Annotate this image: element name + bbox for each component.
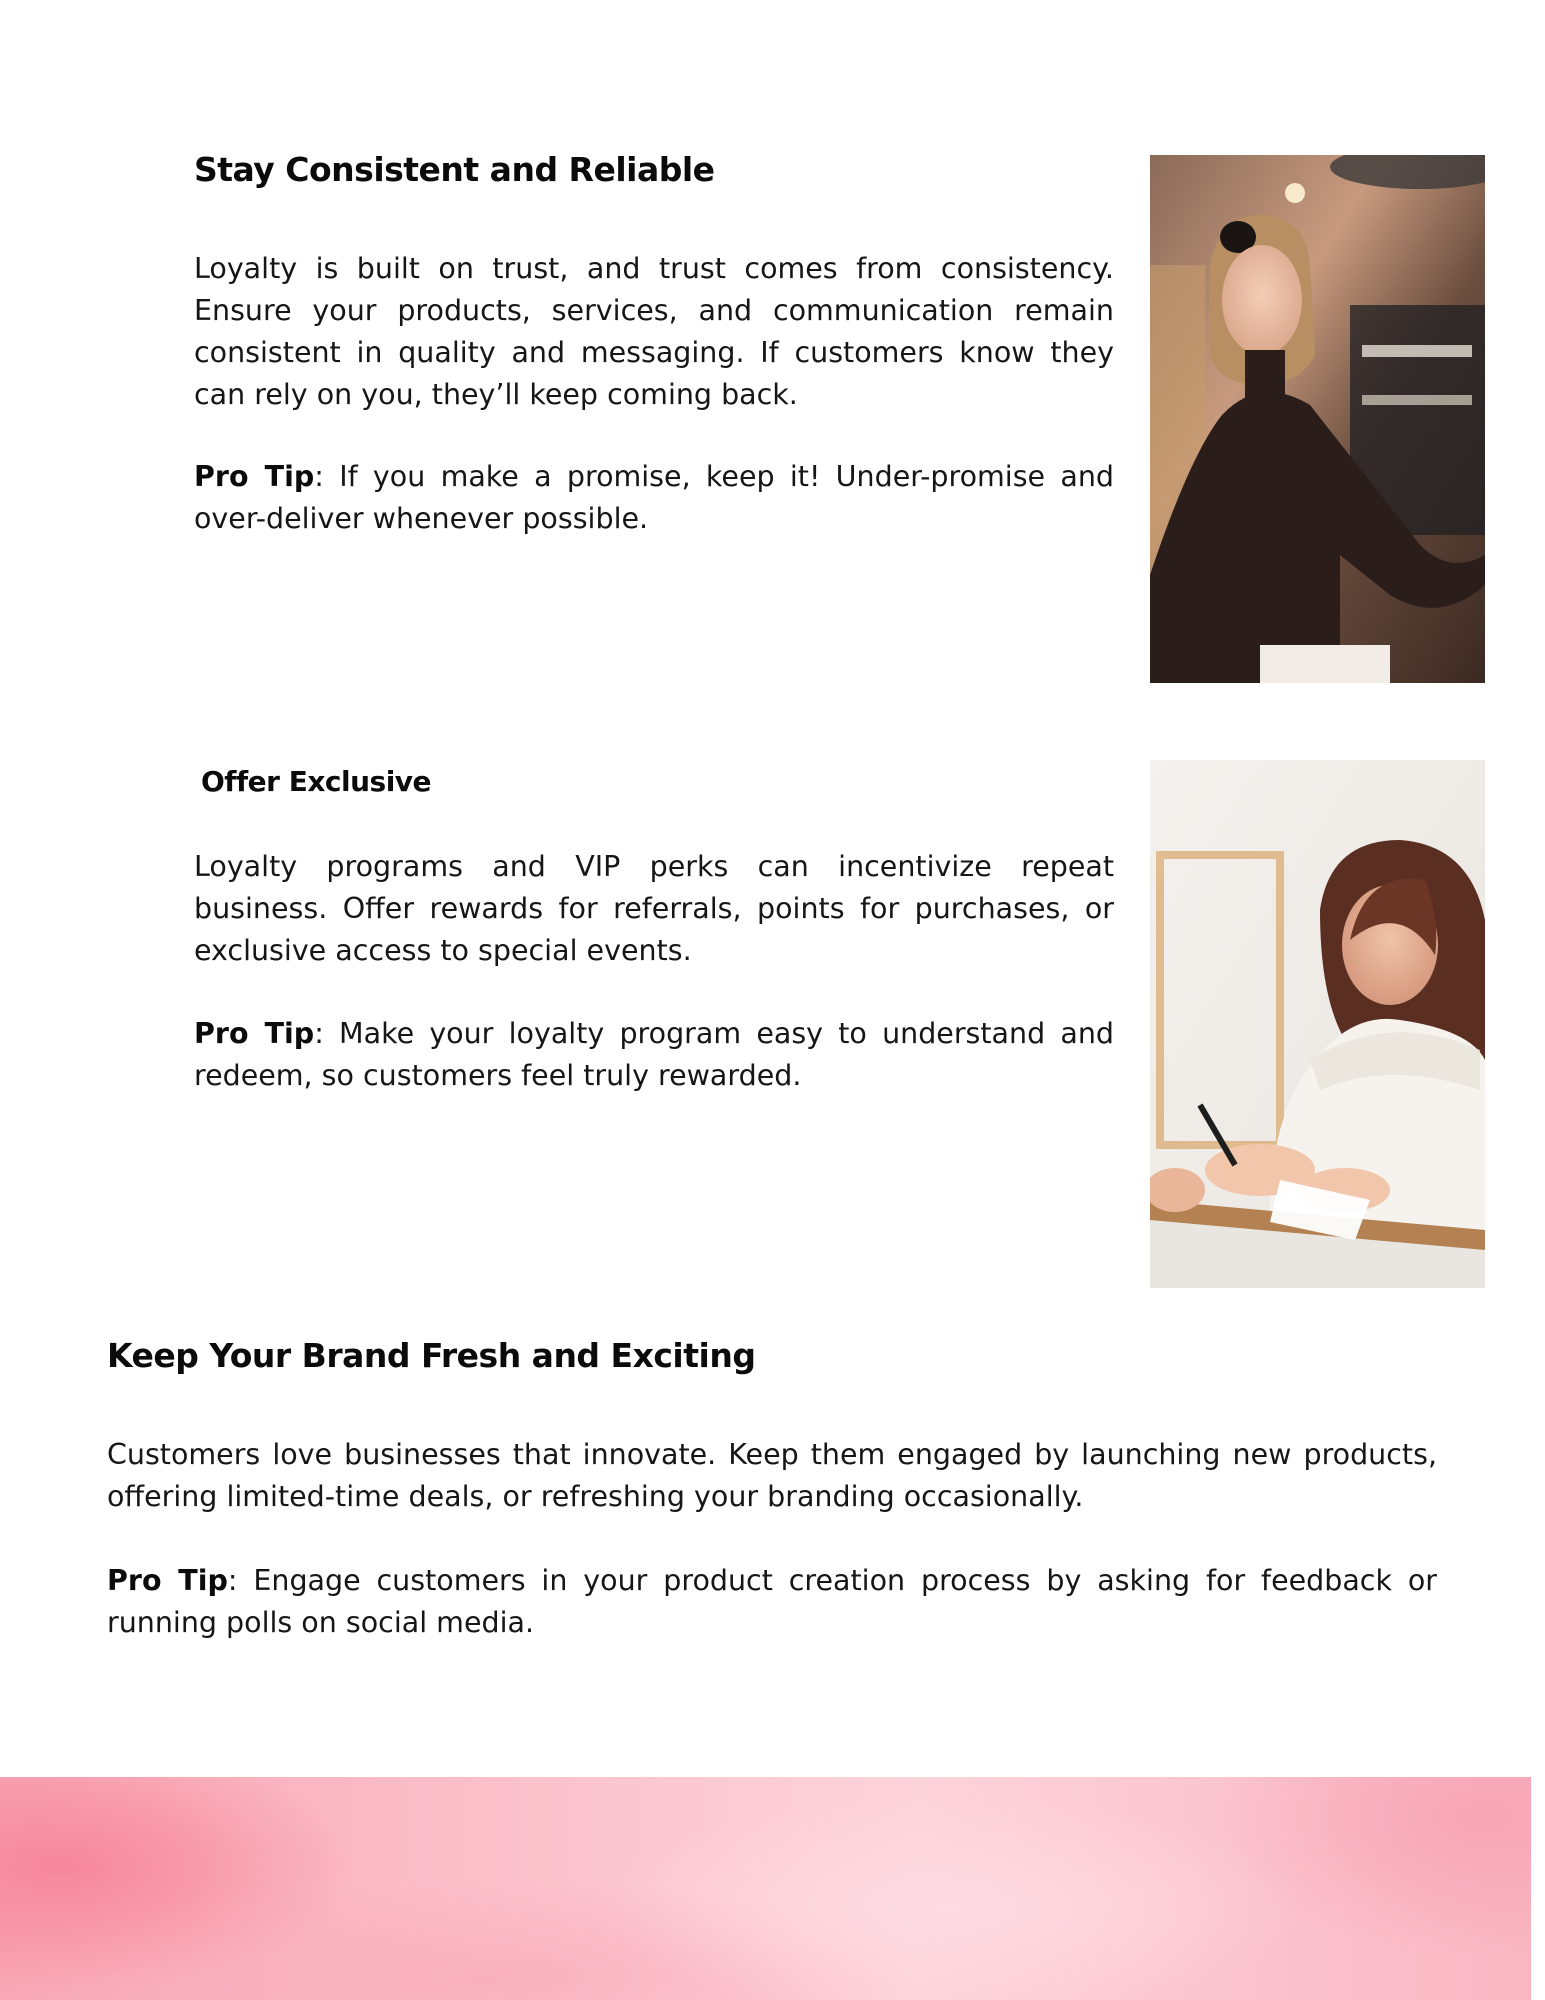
barista-photo [1150,155,1485,683]
section-title-exclusive: Offer Exclusive [201,765,432,798]
pro-tip-label: Pro Tip [107,1564,228,1597]
section-body-brand-fresh: Customers love businesses that innovate. Keep them engaged by launching new products, offering limited-time deals, or refreshing your branding occasionally. [107,1438,1437,1513]
pro-tip-text: : Make your loyalty program easy to understand and redeem, so customers feel truly rewarded. [194,1017,1115,1092]
pro-tip-text: : Engage customers in your product creation process by asking for feedback or running polls on social media. [107,1564,1438,1639]
pink-footer-band [0,1777,1531,2000]
pro-tip-brand-fresh [107,1560,1437,1644]
pro-tip-text: : If you make a promise, keep it! Under-promise and over-deliver whenever possible. [194,460,1114,535]
pro-tip-consistent [194,456,1114,540]
customer-photo [1150,760,1485,1288]
section-title-brand-fresh: Keep Your Brand Fresh and Exciting [107,1336,756,1375]
pro-tip-exclusive [194,1013,1114,1097]
section-body-exclusive: Loyalty programs and VIP perks can incentivize repeat business. Offer rewards for referrals, points for purchases, or exclusive access to special events. [194,850,1114,967]
pro-tip-label: Pro Tip [194,1017,315,1050]
section-title-consistent: Stay Consistent and Reliable [194,150,715,189]
section-body-consistent: Loyalty is built on trust, and trust comes from consistency. Ensure your products, services, and communication remain consistent in quality and messaging. If customers know they can rely on you, they’ll keep coming back. [194,252,1114,411]
pro-tip-label: Pro Tip [194,460,315,493]
